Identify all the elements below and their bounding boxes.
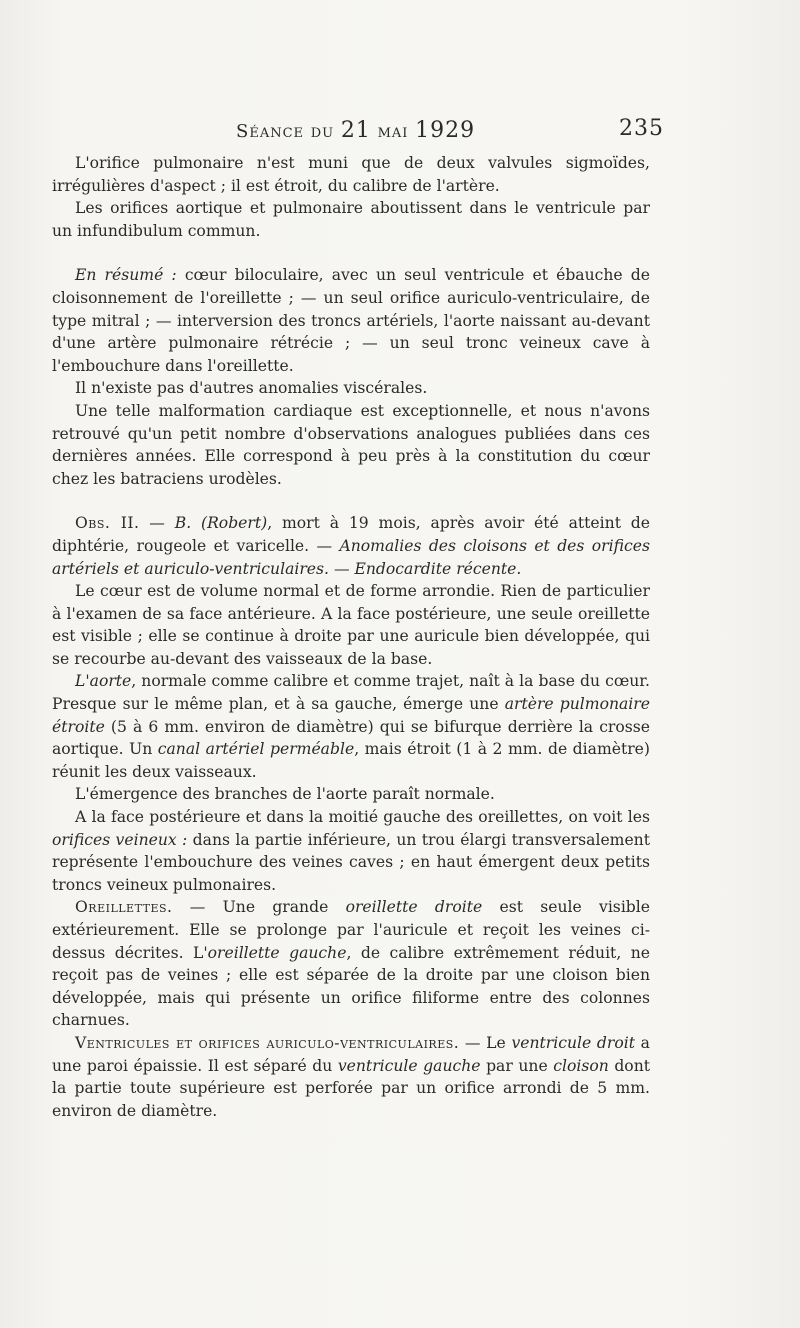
paragraph-summary <box>52 264 650 377</box>
header-title <box>236 118 475 143</box>
paragraph-text: (5 à 6 mm. environ de diamètre) qui se bifurque derrière la crosse aortique. Un <box>52 717 650 759</box>
paragraph-text: Les orifices aortique et pulmonaire aboutissent dans le ventricule par un infundibulum commun. <box>52 199 650 240</box>
italic-term: ventricule gauche <box>337 1056 481 1075</box>
paragraph <box>52 400 650 490</box>
paragraph-text: par une <box>480 1056 554 1075</box>
paragraph <box>52 152 650 197</box>
paragraph-text: dont la partie toute supérieure est perforée par un orifice arrondi de 5 mm. environ de diamètre. <box>52 1056 650 1120</box>
paragraph-text: cœur biloculaire, avec un seul ventricule et ébauche de cloisonnement de l'oreillette ; — un seul orifice auriculo-ventriculaire, de type mitral ; — interversion des troncs artériels, l'aorte naissant au-devant d'une artère pulmonaire rétrécie ; — un seul tronc veineux cave à l'embouchure dans l'oreillette. <box>52 266 650 375</box>
section-lead: Oreillettes. <box>75 898 173 917</box>
body-text <box>52 152 650 1122</box>
paragraph <box>52 670 650 783</box>
paragraph-text: , normale comme calibre et comme trajet, naît à la base du cœur. Presque sur le même plan, et à sa gauche, émerge une <box>52 672 650 714</box>
patient-name: B. (Robert) <box>174 514 268 533</box>
paragraph-text: , mort à 19 mois, après avoir été atteint de diphtérie, rougeole et varicelle. — <box>52 514 650 555</box>
section-lead: Ventricules et orifices auriculo-ventriculaires. <box>75 1033 460 1052</box>
header-title-part: mai <box>370 121 416 142</box>
header-title-part: Séance du <box>236 121 341 142</box>
italic-term: canal artériel perméable <box>157 740 355 759</box>
paragraph-text: — Le <box>459 1033 512 1052</box>
italic-term: oreillette gauche <box>207 943 347 962</box>
paragraph <box>52 783 650 806</box>
paragraph-text: est seule visible extérieurement. Elle se prolonge par l'auricule et reçoit les veines ci-dessus décrites. L' <box>52 898 650 962</box>
italic-term: ventricule droit <box>511 1033 635 1052</box>
paragraph <box>52 806 650 896</box>
paragraph <box>52 197 650 242</box>
paragraph-text: , de calibre extrêmement réduit, ne reçoit pas de veines ; elle est séparée de la droite par une cloison bien développée, mais qui présente un orifice filiforme entre des colonnes charnues. <box>52 943 651 1030</box>
italic-term: orifices veineux : <box>52 830 188 849</box>
paragraph <box>52 1032 650 1122</box>
italic-term: L'aorte <box>75 672 132 691</box>
observation-title: Anomalies des cloisons et des orifices artériels et auriculo-ventriculaires. — Endocardite récente. <box>52 536 650 578</box>
paragraph-text: A la face postérieure et dans la moitié gauche des oreillettes, on voit les <box>75 808 650 827</box>
header-date-day: 21 <box>340 118 371 143</box>
paragraph-text: — Une grande <box>172 898 346 917</box>
italic-term: oreillette droite <box>345 898 483 917</box>
header-date-year: 1929 <box>415 118 476 143</box>
paragraph-text: , mais étroit (1 à 2 mm. de diamètre) réunit les deux vaisseaux. <box>52 740 650 781</box>
paragraph-text: dans la partie inférieure, un trou élargi transversalement représente l'embouchure des veines caves ; en haut émergent deux petits troncs veineux pulmonaires. <box>52 830 650 894</box>
paragraph <box>52 377 650 400</box>
summary-lead: En résumé : <box>75 266 177 285</box>
paragraph-text: a une paroi épaissie. Il est séparé du <box>52 1033 650 1075</box>
italic-term: cloison <box>553 1056 609 1075</box>
observation-label: Obs. II. <box>75 514 140 533</box>
italic-term: artère pulmonaire étroite <box>52 695 650 736</box>
paragraph <box>52 580 650 670</box>
paragraph <box>52 896 650 1032</box>
paragraph-text: — <box>139 514 175 533</box>
paragraph-text: Il n'existe pas d'autres anomalies viscérales. <box>75 379 428 398</box>
paragraph-text: L'orifice pulmonaire n'est muni que de deux valvules sigmoïdes, irrégulières d'aspect ; il est étroit, du calibre de l'artère. <box>52 154 650 195</box>
paragraph-text: Le cœur est de volume normal et de forme arrondie. Rien de particulier à l'examen de sa face antérieure. A la face postérieure, une seule oreillette est visible ; elle se continue à droite par une auricule bien développée, qui se recourbe au-devant des vaisseaux de la base. <box>52 582 650 668</box>
page-number: 235 <box>619 116 664 141</box>
observation-heading <box>52 512 650 580</box>
paragraph-text: L'émergence des branches de l'aorte paraît normale. <box>75 785 495 804</box>
paragraph-text: Une telle malformation cardiaque est exceptionnelle, et nous n'avons retrouvé qu'un petit nombre d'observations analogues publiées dans ces dernières années. Elle correspond à peu près à la constitution du cœur chez les batraciens urodèles. <box>52 401 650 488</box>
